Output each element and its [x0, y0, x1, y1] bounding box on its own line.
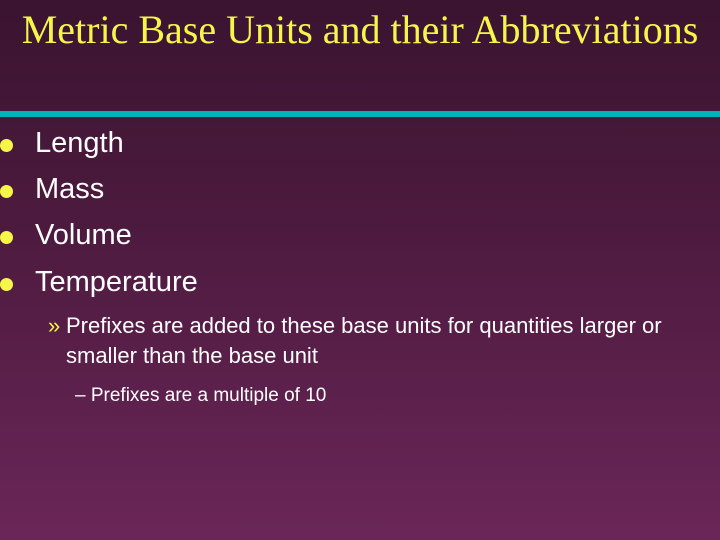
bullet-item-temperature — [0, 264, 720, 300]
subsub-bullet-dash-icon: – — [75, 385, 86, 406]
bullet-item-mass — [0, 171, 720, 207]
sub-bullet-marker-icon: » — [48, 313, 61, 338]
bullet-dot-icon — [0, 139, 13, 152]
bullet-text: Temperature — [35, 266, 198, 298]
bullet-item-length — [0, 125, 720, 161]
bullet-dot-icon — [0, 185, 13, 198]
bullet-text: Volume — [35, 219, 132, 251]
bullet-dot-icon — [0, 231, 13, 244]
bullet-item-volume — [0, 217, 720, 253]
title-divider — [0, 111, 720, 117]
bullet-text: Mass — [35, 173, 105, 205]
subsub-bullet-text: Prefixes are a multiple of 10 — [90, 385, 327, 406]
bullet-text: Length — [35, 127, 124, 159]
slide-title: Metric Base Units and their Abbreviations — [21, 7, 699, 52]
subsub-bullet-multiple — [75, 383, 326, 409]
bullet-dot-icon — [0, 278, 13, 291]
sub-bullet-text: Prefixes are added to these base units for quantities larger or smaller than the base unit — [66, 313, 662, 368]
